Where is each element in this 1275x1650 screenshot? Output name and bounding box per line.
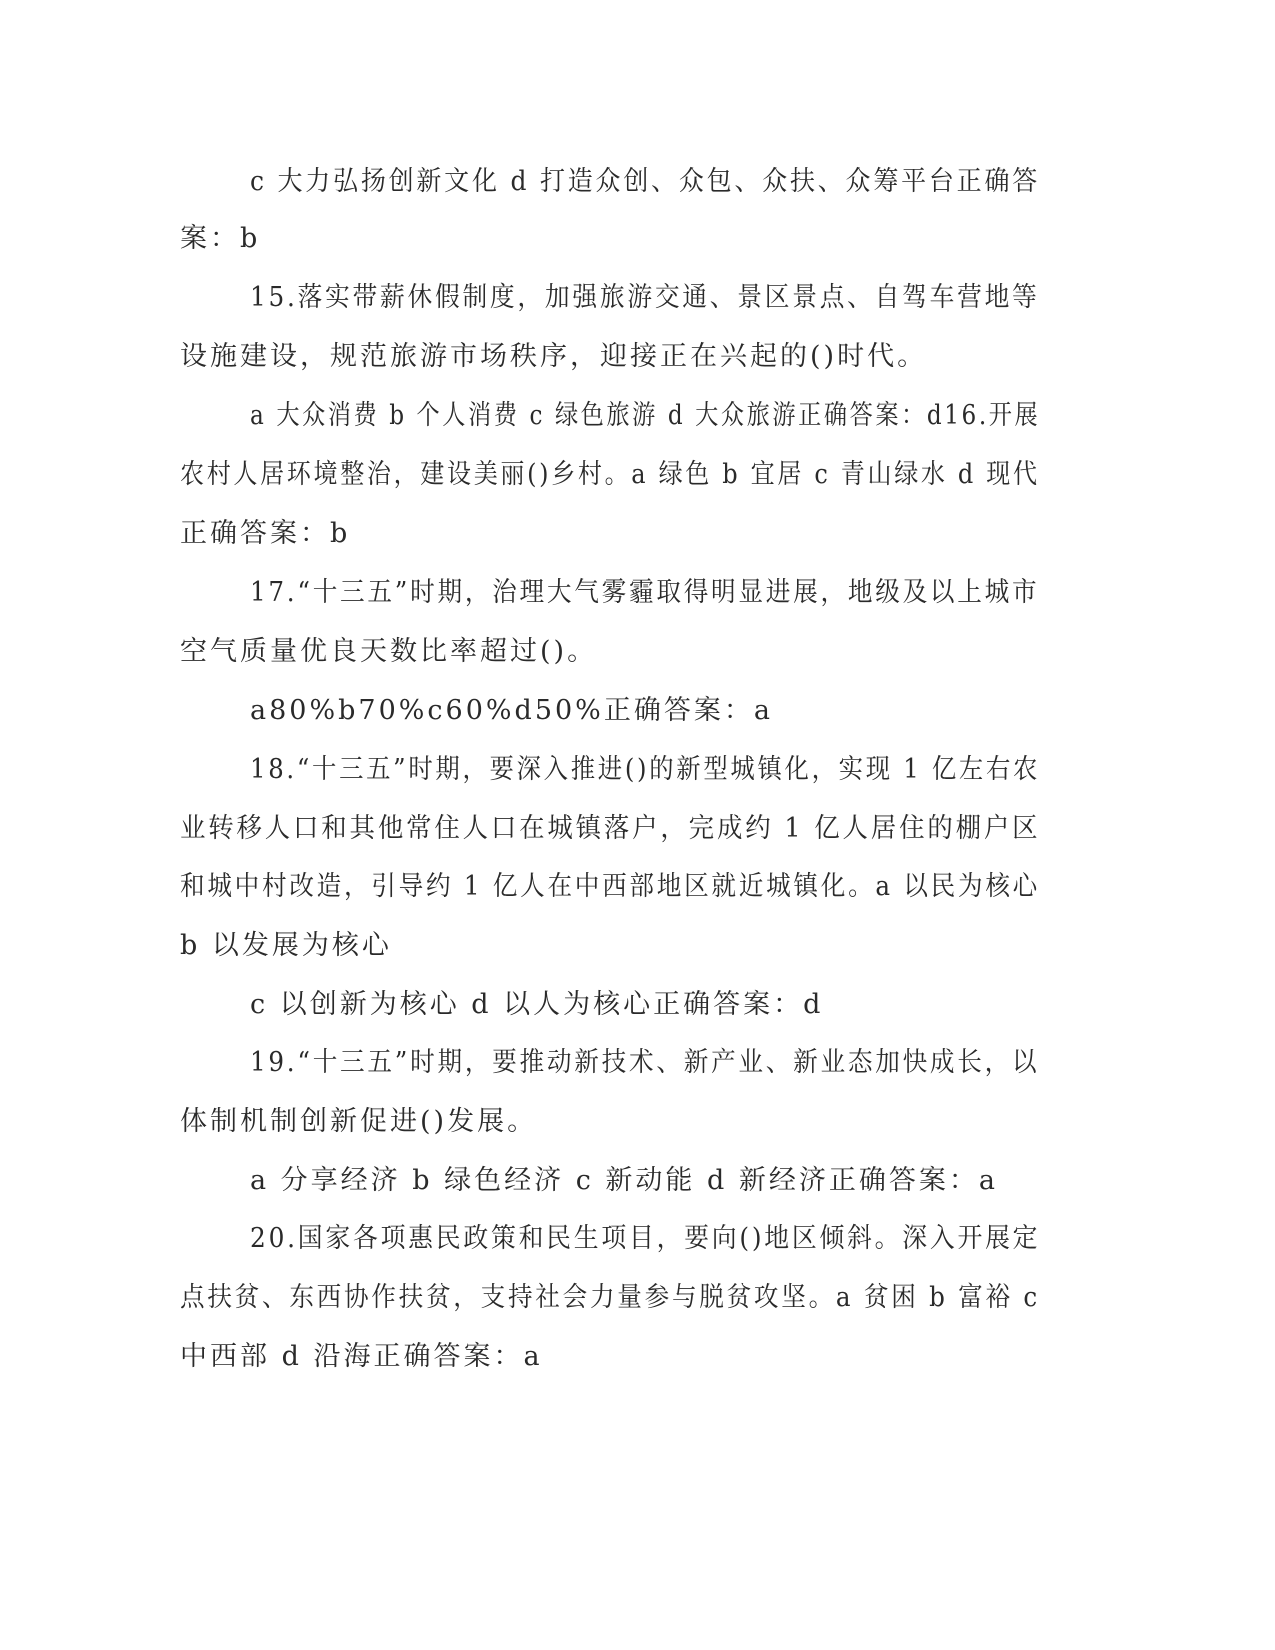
text-line: 业转移人口和其他常住人口在城镇落户，完成约 1 亿人居住的棚户区 bbox=[180, 813, 1041, 844]
text-line: a 分享经济 b 绿色经济 c 新动能 d 新经济正确答案：a bbox=[250, 1165, 998, 1196]
text-line: 18.“十三五”时期，要深入推进()的新型城镇化，实现 1 亿左右农 bbox=[250, 754, 1041, 785]
text-line: a80%b70%c60%d50%正确答案：a bbox=[250, 695, 773, 726]
text-line: 和城中村改造，引导约 1 亿人在中西部地区就近城镇化。a 以民为核心 bbox=[180, 871, 1041, 902]
text-line: b 以发展为核心 bbox=[180, 930, 392, 961]
text-line: 设施建设，规范旅游市场秩序，迎接正在兴起的()时代。 bbox=[180, 341, 928, 372]
text-line: 案：b bbox=[180, 223, 261, 254]
text-line: 中西部 d 沿海正确答案：a bbox=[180, 1341, 543, 1372]
text-line: c 大力弘扬创新文化 d 打造众创、众包、众扶、众筹平台正确答 bbox=[250, 166, 1041, 197]
text-line: 15.落实带薪休假制度，加强旅游交通、景区景点、自驾车营地等 bbox=[250, 282, 1040, 313]
text-line: a 大众消费 b 个人消费 c 绿色旅游 d 大众旅游正确答案：d16.开展 bbox=[250, 400, 1041, 431]
text-line: 20.国家各项惠民政策和民生项目，要向()地区倾斜。深入开展定 bbox=[250, 1223, 1041, 1254]
text-line: 空气质量优良天数比率超过()。 bbox=[180, 636, 598, 667]
text-line: 点扶贫、东西协作扶贫，支持社会力量参与脱贫攻坚。a 贫困 b 富裕 c bbox=[180, 1282, 1040, 1313]
text-line: 正确答案：b bbox=[180, 518, 351, 549]
text-line: 17.“十三五”时期，治理大气雾霾取得明显进展，地级及以上城市 bbox=[250, 577, 1040, 608]
text-line: 体制机制创新促进()发展。 bbox=[180, 1106, 538, 1137]
text-line: c 以创新为核心 d 以人为核心正确答案：d bbox=[250, 989, 824, 1020]
text-line: 19.“十三五”时期，要推动新技术、新产业、新业态加快成长，以 bbox=[250, 1047, 1040, 1078]
text-line: 农村人居环境整治，建设美丽()乡村。a 绿色 b 宜居 c 青山绿水 d 现代 bbox=[180, 459, 1040, 490]
